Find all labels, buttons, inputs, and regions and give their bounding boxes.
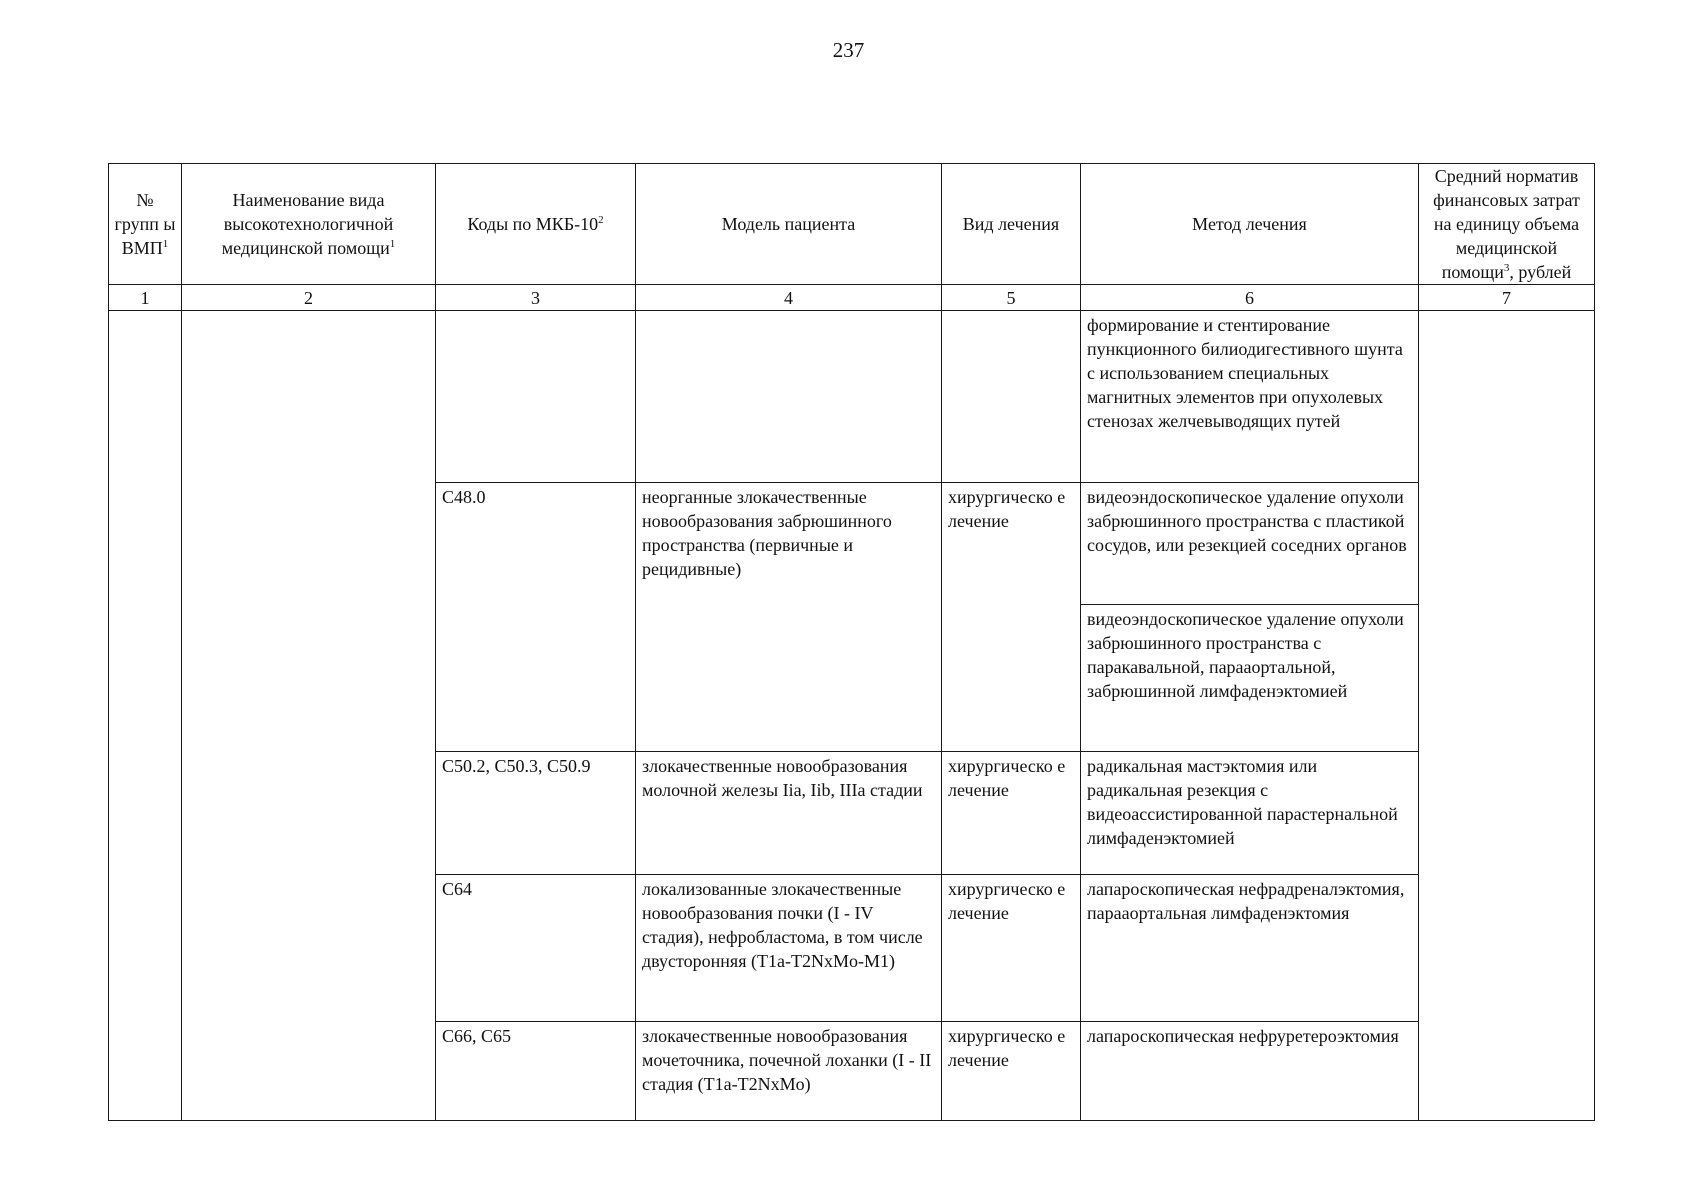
column-number: 6 [1081,285,1419,311]
cell-treatment-type: хирургическо е лечение [942,752,1081,875]
column-number: 4 [636,285,942,311]
column-number: 3 [436,285,636,311]
cell-treatment-type [942,311,1081,483]
cell-patient-model: неорганные злокачественные новообразования забрюшинного пространства (первичные и рецидивные) [636,483,942,752]
header-patient-model: Модель пациента [636,164,942,285]
column-number: 7 [1419,285,1595,311]
column-number: 2 [182,285,436,311]
header-row [109,164,1595,285]
cell-patient-model: злокачественные новообразования мочеточника, почечной лоханки (I - II стадия (T1a-T2NxMo) [636,1022,942,1121]
cell-treatment-type: хирургическо е лечение [942,1022,1081,1121]
cell-treatment-type: хирургическо е лечение [942,875,1081,1022]
cell-treatment-method: видеоэндоскопическое удаление опухоли забрюшинного пространства с пластикой сосудов, или резекцией соседних органов [1081,483,1419,605]
cell-icd-code: C48.0 [436,483,636,752]
cell-icd-code: C66, C65 [436,1022,636,1121]
header-cost-standard: Средний норматив финансовых затрат на единицу объема медицинской помощи$^3$, рублей [1419,164,1595,285]
cell-treatment-method: лапароскопическая нефрадреналэктомия, парааортальная лимфаденэктомия [1081,875,1419,1022]
table-row [109,311,1595,483]
page-number: 237 [832,38,865,62]
cell-treatment-method: радикальная мастэктомия или радикальная резекция с видеоассистированной парастернальной лимфаденэктомией [1081,752,1419,875]
cell-cost-standard [1419,311,1595,1121]
cell-treatment-method: видеоэндоскопическое удаление опухоли забрюшинного пространства с паракавальной, парааортальной, забрюшинной лимфаденэктомией [1081,605,1419,752]
vmp-table [108,163,1595,1121]
header-icd-codes: Коды по МКБ-$10^2$ [436,164,636,285]
header-care-type-name: Наименование вида высокотехнологичной медицинской помощи$^1$ [182,164,436,285]
cell-care-type-name [182,311,436,1121]
cell-icd-code: C50.2, C50.3, C50.9 [436,752,636,875]
cell-treatment-method: формирование и стентирование пункционного билиодигестивного шунта с использованием специальных магнитных элементов при опухолевых стенозах желчевыводящих путей [1081,311,1419,483]
cell-patient-model: локализованные злокачественные новообразования почки (I - IV стадия), нефробластома, в том числе двусторонняя (T1a-T2NxMo-M1) [636,875,942,1022]
column-number-row [109,285,1595,311]
cell-icd-code: C64 [436,875,636,1022]
cell-icd-code [436,311,636,483]
column-number: 1 [109,285,182,311]
header-treatment-type: Вид лечения [942,164,1081,285]
cell-treatment-method: лапароскопическая нефруретероэктомия [1081,1022,1419,1121]
cell-patient-model: злокачественные новообразования молочной железы Iia, Iib, IIIa стадии [636,752,942,875]
cell-treatment-type: хирургическо е лечение [942,483,1081,752]
column-number: 5 [942,285,1081,311]
cell-group-number [109,311,182,1121]
header-group-number: № групп ы ВМП$^1$ [109,164,182,285]
cell-patient-model [636,311,942,483]
header-treatment-method: Метод лечения [1081,164,1419,285]
